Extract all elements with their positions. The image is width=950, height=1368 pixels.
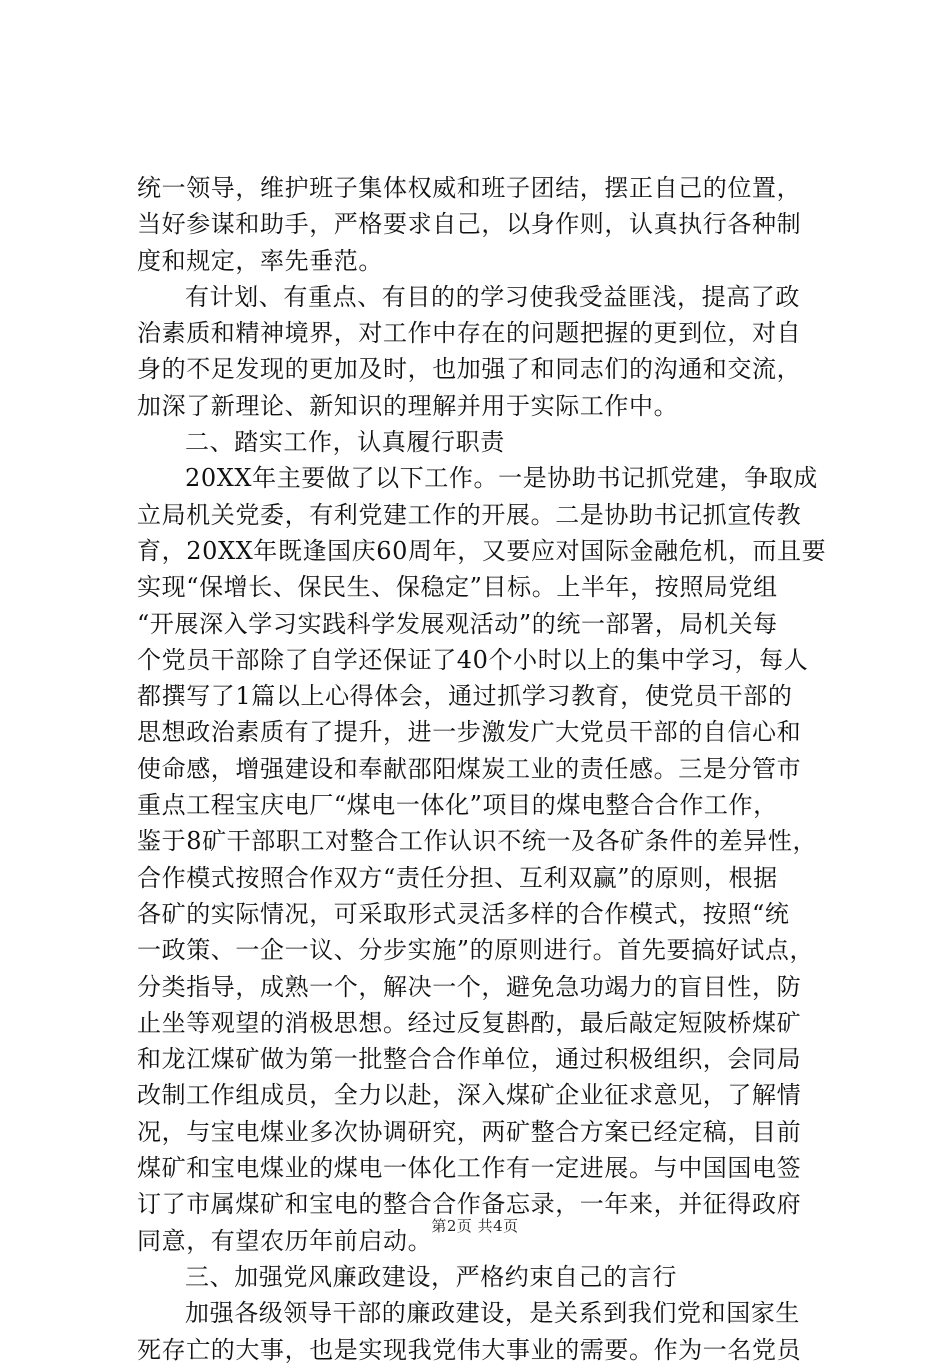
text-line: 身的不足发现的更加及时，也加强了和同志们的沟通和交流， [137,355,802,384]
text-line: 育，20XX年既逢国庆60周年，又要应对国际金融危机，而且要 [137,536,827,565]
text-line: 合作模式按照合作双方“责任分担、互利双赢”的原则，根据 [137,863,778,892]
text-line: “开展深入学习实践科学发展观活动”的统一部署，局机关每 [137,609,778,638]
text-line: 加深了新理论、新知识的理解并用于实际工作中。 [137,391,679,420]
text-line: 止坐等观望的消极思想。经过反复斟酌，最后敲定短陂桥煤矿 [137,1008,802,1037]
text-line: 当好参谋和助手，严格要求自己，以身作则，认真执行各种制 [137,210,802,239]
paragraph-first-line: 三、加强党风廉政建设，严格约束自己的言行 [185,1262,677,1291]
paragraph-first-line: 加强各级领导干部的廉政建设，是关系到我们党和国家生 [185,1299,800,1328]
document-body [137,170,837,1368]
paragraph-first-line: 二、踏实工作，认真履行职责 [185,428,505,457]
text-line: 度和规定，率先垂范。 [137,246,383,275]
text-line: 鉴于8矿干部职工对整合工作认识不统一及各矿条件的差异性， [137,827,818,856]
text-line: 煤矿和宝电煤业的煤电一体化工作有一定进展。与中国国电签 [137,1154,802,1183]
text-line: 订了市属煤矿和宝电的整合合作备忘录，一年来，并征得政府 [137,1190,802,1219]
paragraph-first-line: 有计划、有重点、有目的的学习使我受益匪浅，提高了政 [185,282,800,311]
text-line: 死存亡的大事，也是实现我党伟大事业的需要。作为一名党员 [137,1335,802,1364]
text-line: 思想政治素质有了提升，进一步激发广大党员干部的自信心和 [137,718,802,747]
text-line: 治素质和精神境界，对工作中存在的问题把握的更到位，对自 [137,319,802,348]
text-line: 立局机关党委，有利党建工作的开展。二是协助书记抓宣传教 [137,500,802,529]
text-line: 都撰写了1篇以上心得体会，通过抓学习教育，使党员干部的 [137,682,793,711]
paragraph-first-line: 20XX年主要做了以下工作。一是协助书记抓党建，争取成 [185,464,818,493]
text-line: 各矿的实际情况，可采取形式灵活多样的合作模式，按照“统 [137,899,790,928]
text-line: 和龙江煤矿做为第一批整合合作单位，通过积极组织，会同局 [137,1045,802,1074]
text-line: 分类指导，成熟一个，解决一个，避免急功竭力的盲目性，防 [137,972,802,1001]
text-line: 同意，有望农历年前启动。 [137,1226,433,1255]
text-line: 改制工作组成员，全力以赴，深入煤矿企业征求意见，了解情 [137,1081,802,1110]
text-line: 实现“保增长、保民生、保稳定”目标。上半年，按照局党组 [137,573,778,602]
text-line: 一政策、一企一议、分步实施”的原则进行。首先要搞好试点， [137,936,815,965]
text-line: 个党员干部除了自学还保证了40个小时以上的集中学习，每人 [137,645,809,674]
text-line: 统一领导，维护班子集体权威和班子团结，摆正自己的位置， [137,174,802,202]
text-line: 重点工程宝庆电厂“煤电一体化”项目的煤电整合合作工作， [137,791,778,820]
text-line: 况，与宝电煤业多次协调研究，两矿整合方案已经定稿，目前 [137,1117,802,1146]
text-line: 使命感，增强建设和奉献邵阳煤炭工业的责任感。三是分管市 [137,754,802,783]
page-footer: 第2页 共4页 [431,1217,519,1235]
